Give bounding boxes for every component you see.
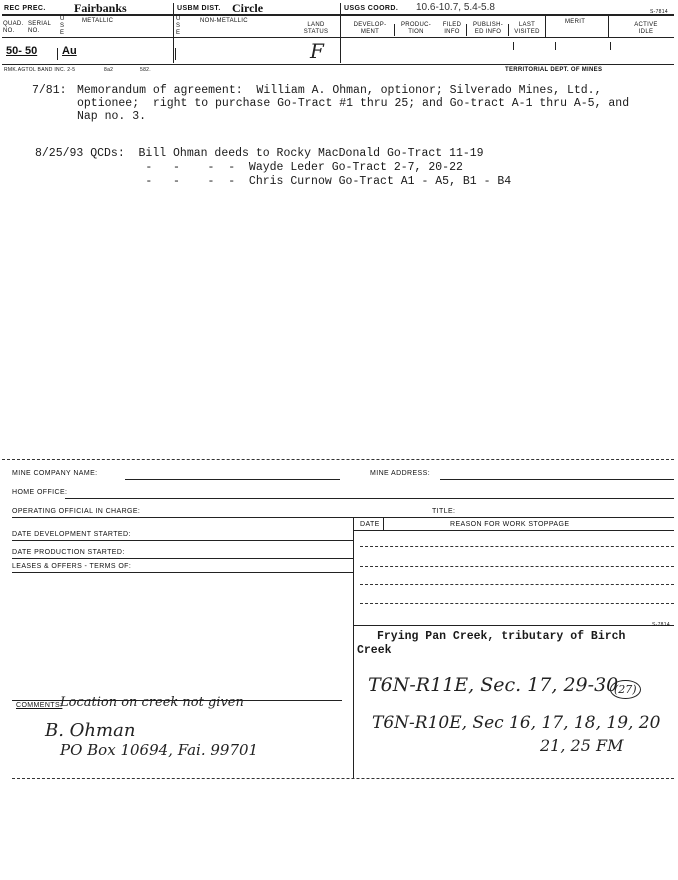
metallic-value: Au <box>62 45 77 57</box>
col-nonmetallic: NON-METALLIC <box>200 18 248 24</box>
col-land-status: LAND STATUS <box>303 22 329 35</box>
col-develop: DEVELOP- MENT <box>353 22 387 35</box>
rec-prec-value: Fairbanks <box>74 1 127 15</box>
township-line-3: 21, 25 FM <box>540 736 624 755</box>
title-label: TITLE: <box>432 508 456 515</box>
entry-1-line-1: Memorandum of agreement: William A. Ohman, optionor; Silverado Mines, Ltd., <box>77 84 602 97</box>
small-code: S-7814 <box>652 622 670 628</box>
quad-value: 50- 50 <box>6 45 38 57</box>
location-line-1: Frying Pan Creek, tributary of Birch <box>377 630 626 643</box>
mine-company-label: MINE COMPANY NAME: <box>12 470 98 477</box>
footer-printer: RMK.AGTOL BAND INC. 2-5 <box>4 67 76 73</box>
entry-2-line-1: 8/25/93 QCDs: Bill Ohman deeds to Rocky MacDonald Go-Tract 11-19 <box>35 147 484 160</box>
township-line-1: T6N-R11E, Sec. 17, 29-30 <box>368 674 619 696</box>
operating-official-label: OPERATING OFFICIAL IN CHARGE: <box>12 508 141 515</box>
usgs-coord-label: USGS COORD. <box>344 5 399 12</box>
footer-code-2: 582. <box>140 67 151 73</box>
col-last-visited: LAST VISITED <box>514 22 540 35</box>
comments-label: COMMENTS: <box>16 702 63 709</box>
mine-address-label: MINE ADDRESS: <box>370 470 431 477</box>
location-line-2: Creek <box>357 644 392 657</box>
col-active-idle: ACTIVE IDLE <box>634 22 658 35</box>
usbm-dist-value: Circle <box>232 1 264 15</box>
footer-code-1: 8a2 <box>104 67 114 73</box>
col-use: U S E <box>60 16 65 36</box>
date-development-label: DATE DEVELOPMENT STARTED: <box>12 531 131 538</box>
date-production-label: DATE PRODUCTION STARTED: <box>12 549 125 556</box>
page-code: S-7814 <box>650 9 668 15</box>
usbm-dist-label: USBM DIST. <box>177 5 221 12</box>
entry-1-line-2: optionee; right to purchase Go-Tract #1 thru 25; and Go-tract A-1 thru A-5, and <box>77 97 630 110</box>
rec-prec-label: REC PREC. <box>4 5 46 12</box>
col-metallic: METALLIC <box>82 18 114 24</box>
owner-name: B. Ohman <box>45 720 136 741</box>
usgs-coord-value: 10.6-10.7, 5.4-5.8 <box>416 2 495 13</box>
leases-label: LEASES & OFFERS - TERMS OF: <box>12 563 132 570</box>
entry-2-line-3: - - - - Chris Curnow Go-Tract A1 - A5, B1 - B4 <box>35 175 512 188</box>
circled-number: (27) <box>610 680 641 699</box>
col-production: PRODUC- TION <box>400 22 432 35</box>
territorial-dept: TERRITORIAL DEPT. OF MINES <box>505 67 603 73</box>
reason-label: REASON FOR WORK STOPPAGE <box>450 521 570 528</box>
col-published: PUBLISH- ED INFO <box>472 22 504 35</box>
col-serial: SERIAL NO. <box>28 21 51 34</box>
col-use-2: U S E <box>176 16 181 36</box>
col-filed: FILED INFO <box>442 22 462 35</box>
township-line-2: T6N-R10E, Sec 16, 17, 18, 19, 20 <box>372 713 661 733</box>
owner-address: PO Box 10694, Fai. 99701 <box>60 741 259 759</box>
comments-handwritten: Location on creek not given <box>60 695 244 710</box>
date-label: DATE <box>360 521 380 528</box>
land-status-value: F <box>310 39 324 63</box>
home-office-label: HOME OFFICE: <box>12 489 68 496</box>
entry-1-date: 7/81: <box>32 84 67 97</box>
entry-2-line-2: - - - - Wayde Leder Go-Tract 2-7, 20-22 <box>35 161 463 174</box>
entry-1-line-3: Nap no. 3. <box>77 110 147 123</box>
col-quad: QUAD. NO. <box>3 21 24 34</box>
col-merit: MERIT <box>565 19 586 25</box>
